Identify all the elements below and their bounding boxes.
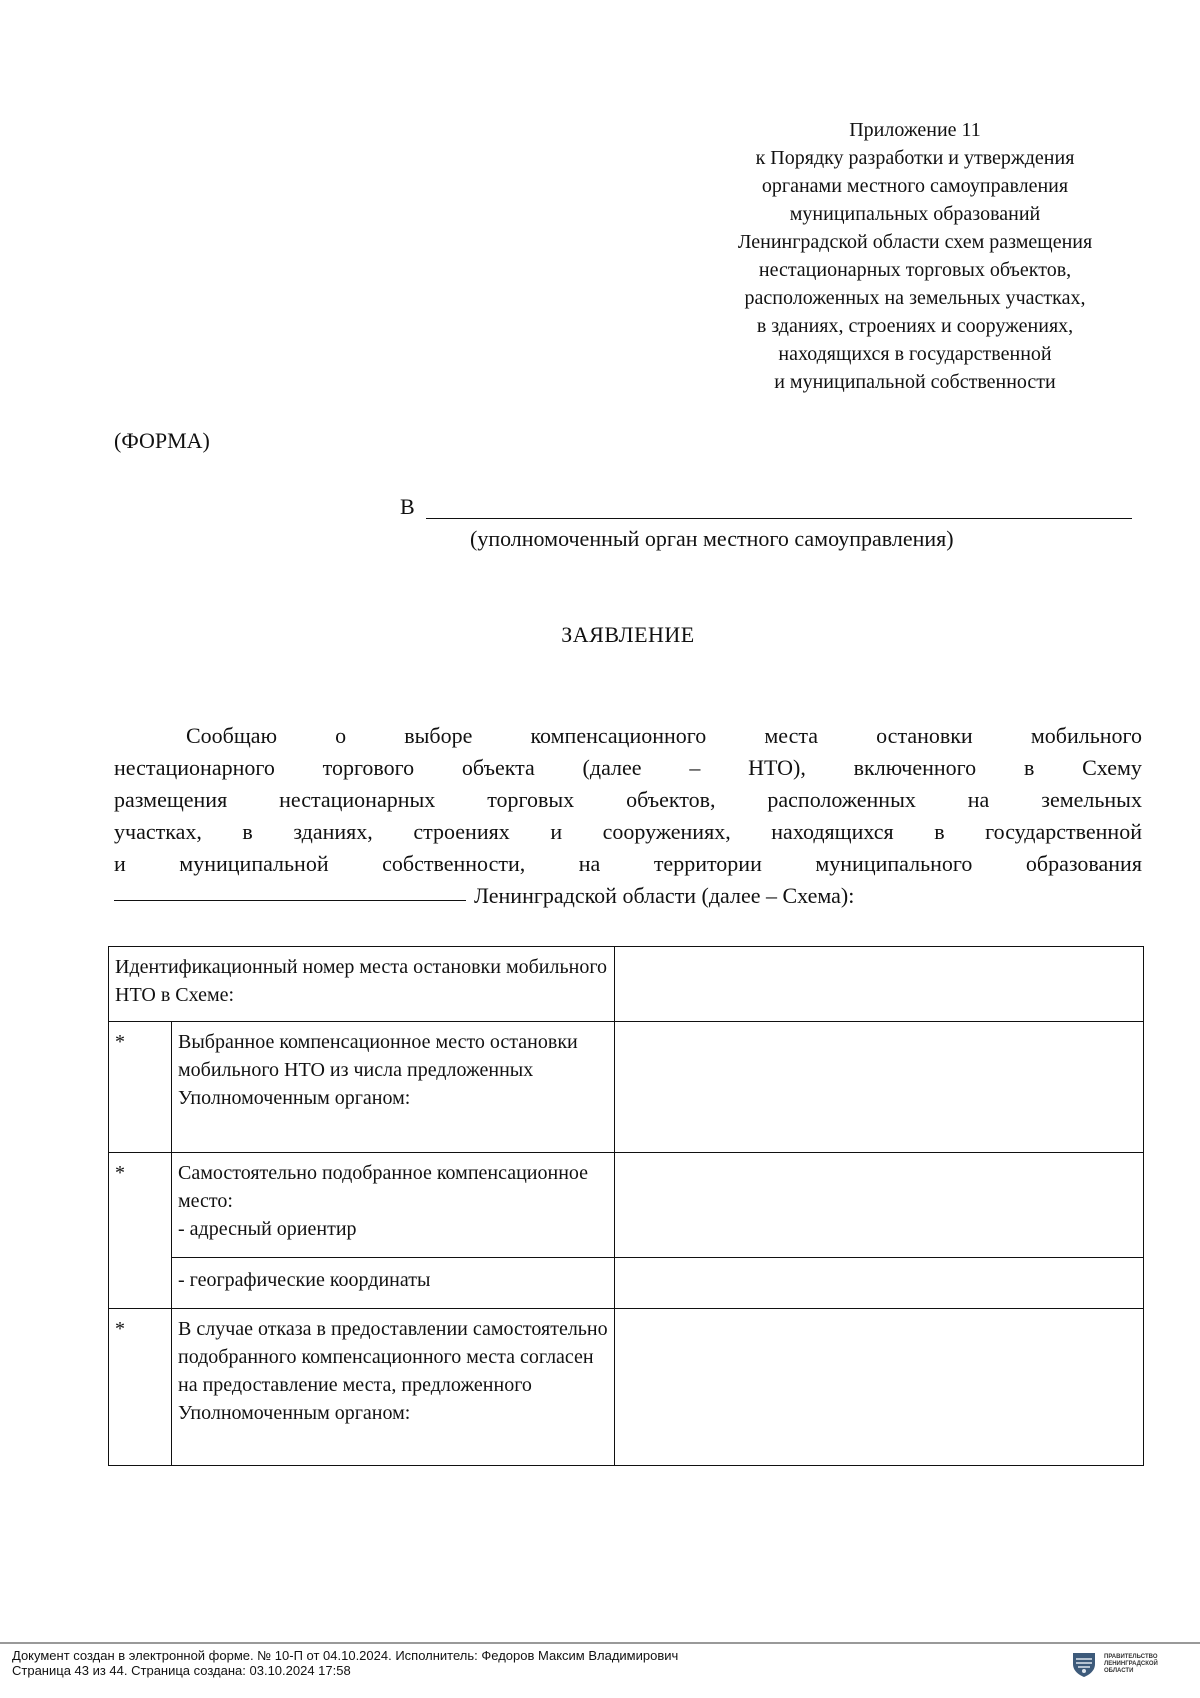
footer-line: Документ создан в электронной форме. № 10-П от 04.10.2024. Исполнитель: Федоров Максим Владимирович xyxy=(12,1648,679,1663)
statement-word: территории xyxy=(653,851,762,876)
statement-word: (далее xyxy=(582,755,642,780)
statement-word: места xyxy=(764,723,819,748)
footer xyxy=(12,1648,678,1678)
consent-value-cell[interactable] xyxy=(615,1309,1144,1466)
statement-word: собственности, xyxy=(382,851,526,876)
form-label: (ФОРМА) xyxy=(114,428,210,453)
table-row xyxy=(109,1153,1144,1258)
statement-word: НТО), xyxy=(748,755,806,780)
statement-word: мобильного xyxy=(1030,723,1142,748)
row-label: В случае отказа в предоставлении самостоятельно подобранного компенсационного места согласен на предоставление места, предложенного Уполномоченным органом: xyxy=(172,1309,615,1466)
table-row xyxy=(109,1258,1144,1309)
statement-word: размещения xyxy=(114,787,228,812)
required-mark: * xyxy=(109,1022,172,1153)
application-table xyxy=(108,946,1144,1466)
coat-of-arms-icon xyxy=(1070,1650,1098,1678)
statement-word: торговых xyxy=(487,787,575,812)
statement-word: на xyxy=(578,851,601,876)
addressee-caption: (уполномоченный орган местного самоуправления) xyxy=(470,526,954,551)
statement-word: сооружениях, xyxy=(602,819,731,844)
statement-word: расположенных xyxy=(767,787,916,812)
statement-word: государственной xyxy=(985,819,1142,844)
statement-word: образования xyxy=(1025,851,1142,876)
statement-word: остановки xyxy=(876,723,973,748)
table-row xyxy=(109,947,1144,1022)
statement-word: и xyxy=(550,819,563,844)
appendix-line: муниципальных образований xyxy=(789,203,1041,225)
row-label: Идентификационный номер места остановки мобильного НТО в Схеме: xyxy=(109,947,615,1022)
statement-line xyxy=(114,880,1142,912)
statement-word: Схему xyxy=(1082,755,1142,780)
statement-line xyxy=(114,720,1142,752)
appendix-line: в зданиях, строениях и сооружениях, xyxy=(756,315,1074,337)
logo-text-line: ПРАВИТЕЛЬСТВО xyxy=(1104,1653,1158,1660)
statement-word: включенного xyxy=(853,755,977,780)
logo-text-line: ЛЕНИНГРАДСКОЙ xyxy=(1104,1660,1158,1667)
selected-place-value-cell[interactable] xyxy=(615,1022,1144,1153)
statement-word: о xyxy=(335,723,347,748)
statement-word: муниципального xyxy=(815,851,973,876)
row-label: - географические координаты xyxy=(172,1258,615,1309)
id-number-value-cell[interactable] xyxy=(615,947,1144,1022)
appendix-line: Ленинградской области схем размещения xyxy=(737,231,1093,253)
statement-line xyxy=(114,784,1142,816)
row-label: Выбранное компенсационное место остановки мобильного НТО из числа предложенных Уполномоченным органом: xyxy=(172,1022,615,1153)
statement-line xyxy=(114,816,1142,848)
address-value-cell[interactable] xyxy=(615,1153,1144,1258)
document-title: ЗАЯВЛЕНИЕ xyxy=(561,622,695,647)
statement-word: нестационарного xyxy=(114,755,275,780)
statement-word: объекта xyxy=(461,755,535,780)
required-mark: * xyxy=(109,1153,172,1309)
appendix-line: и муниципальной собственности xyxy=(774,371,1056,393)
statement-word: объектов, xyxy=(626,787,716,812)
required-mark: * xyxy=(109,1309,172,1466)
row-label: Самостоятельно подобранное компенсационное место: - адресный ориентир xyxy=(172,1153,615,1258)
statement-word: муниципальной xyxy=(179,851,329,876)
statement-word: Сообщаю xyxy=(186,723,278,748)
statement-paragraph xyxy=(114,720,1142,912)
statement-word: находящихся xyxy=(771,819,894,844)
appendix-header xyxy=(680,116,1150,396)
logo-text xyxy=(1104,1654,1158,1675)
statement-last-text: Ленинградской области (далее – Схема): xyxy=(474,883,855,908)
statement-line xyxy=(114,848,1142,880)
statement-word: в xyxy=(1023,755,1035,780)
statement-word: нестационарных xyxy=(279,787,436,812)
appendix-line: нестационарных торговых объектов, xyxy=(758,259,1072,281)
table-row xyxy=(109,1309,1144,1466)
statement-word: и xyxy=(114,851,126,876)
appendix-line: Приложение 11 xyxy=(849,119,981,141)
addressee-prefix: В xyxy=(400,494,415,519)
statement-word: – xyxy=(689,755,701,780)
appendix-line: расположенных на земельных участках, xyxy=(744,287,1086,309)
footer-divider xyxy=(0,1642,1200,1644)
statement-word: компенсационного xyxy=(530,723,707,748)
statement-word: выборе xyxy=(404,723,473,748)
addressee-line xyxy=(400,494,415,520)
table-row xyxy=(109,1022,1144,1153)
statement-word: земельных xyxy=(1041,787,1142,812)
statement-word: торгового xyxy=(322,755,415,780)
statement-word: на xyxy=(967,787,990,812)
statement-word: участках, xyxy=(114,819,202,844)
logo-text-line: ОБЛАСТИ xyxy=(1104,1667,1134,1674)
government-logo xyxy=(1070,1648,1190,1680)
addressee-blank-field[interactable] xyxy=(426,518,1132,519)
footer-line: Страница 43 из 44. Страница создана: 03.10.2024 17:58 xyxy=(12,1663,351,1678)
statement-word: зданиях, xyxy=(293,819,373,844)
statement-line xyxy=(114,752,1142,784)
appendix-line: к Порядку разработки и утверждения xyxy=(755,147,1075,169)
statement-word: в xyxy=(934,819,945,844)
appendix-line: находящихся в государственной xyxy=(778,343,1052,365)
municipality-blank-field[interactable] xyxy=(114,880,466,901)
appendix-line: органами местного самоуправления xyxy=(761,175,1069,197)
statement-word: строениях xyxy=(413,819,510,844)
statement-word: в xyxy=(242,819,253,844)
coordinates-value-cell[interactable] xyxy=(615,1258,1144,1309)
